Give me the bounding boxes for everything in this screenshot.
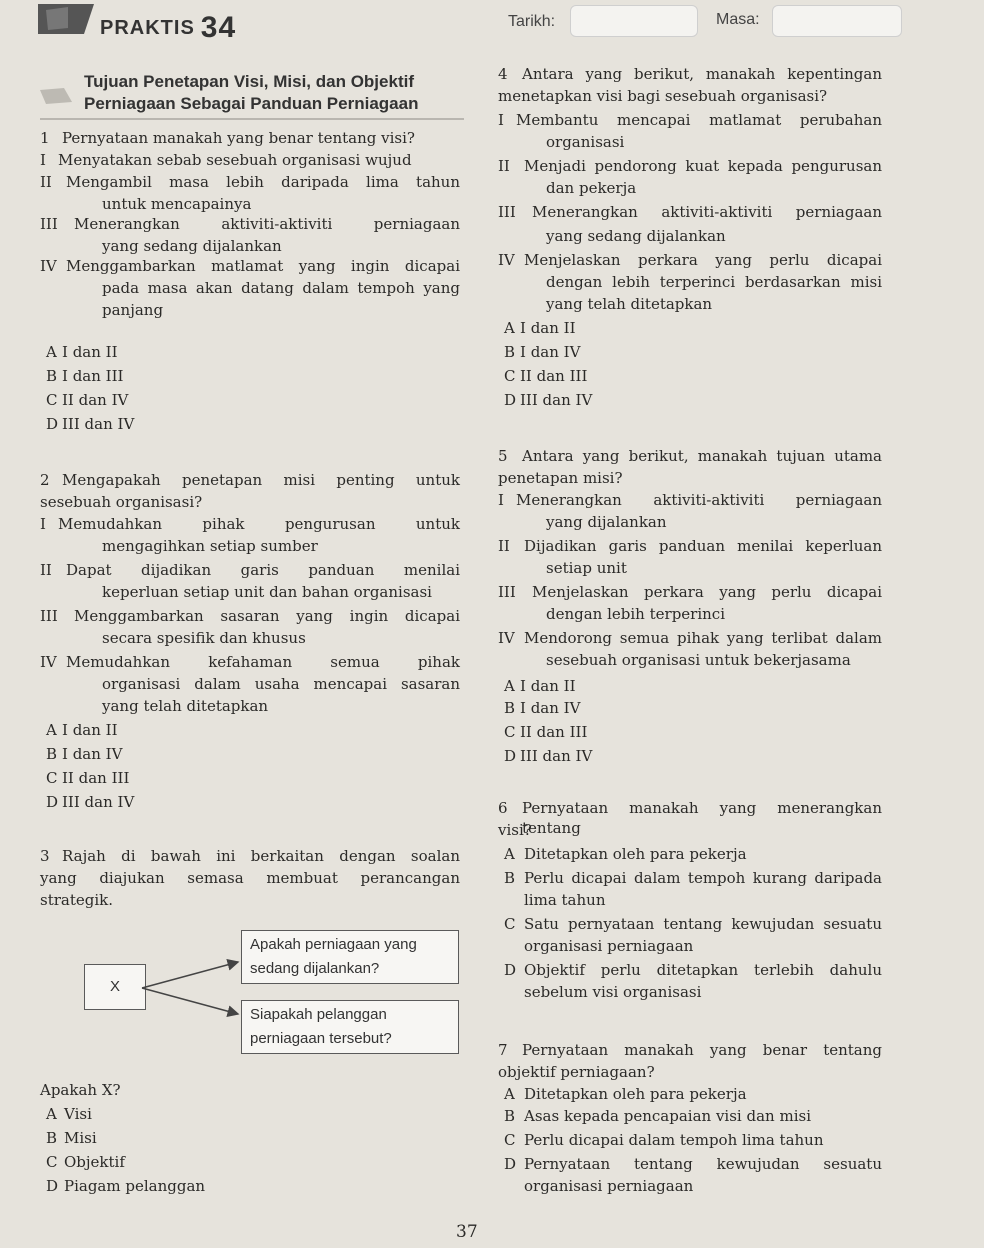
- q7-option-c-letter: C: [504, 1131, 516, 1149]
- q5-option-c-letter: C: [504, 723, 516, 741]
- q6-number: 6: [498, 799, 508, 817]
- q1-statement-iv-numeral: IV: [40, 257, 57, 275]
- q1-option-c-text: II dan IV: [62, 391, 129, 409]
- q5-option-d-text: III dan IV: [520, 747, 593, 765]
- diagram-box-customer: [241, 1000, 459, 1054]
- book-logo-icon: [38, 4, 94, 34]
- q4-statement-text: organisasi: [546, 133, 625, 151]
- q6-option-d-text: Objektif perlu ditetapkan terlebih dahulu: [524, 961, 882, 979]
- q3-stem-line: yang diajukan semasa membuat perancangan: [40, 869, 460, 887]
- q5-statement-text: dengan lebih terperinci: [546, 605, 725, 623]
- q1-option-a-text: I dan II: [62, 343, 118, 361]
- q6-option-c-letter: C: [504, 915, 516, 933]
- q5-number: 5: [498, 447, 508, 465]
- q2-stem-line: sesebuah organisasi?: [40, 493, 203, 511]
- q4-statement-text: Menerangkan aktiviti-aktiviti perniagaan: [532, 203, 882, 221]
- arrow-to-box1: [142, 962, 238, 988]
- q2-statement-text: mengagihkan setiap sumber: [102, 537, 318, 555]
- q6-option-a-letter: A: [504, 845, 515, 863]
- q1-stem-line: Pernyataan manakah yang benar tentang visi?: [62, 129, 415, 147]
- q3-option-b-text: Misi: [64, 1129, 97, 1147]
- q1-option-c-letter: C: [46, 391, 58, 409]
- q1-statement-text: panjang: [102, 301, 164, 319]
- date-label: Tarikh:: [508, 13, 556, 30]
- q2-stem-line: Mengapakah penetapan misi penting untuk: [62, 471, 460, 489]
- q2-statement-text: keperluan setiap unit dan bahan organisasi: [102, 583, 432, 601]
- q5-option-b-text: I dan IV: [520, 699, 581, 717]
- q1-statement-text: Mengambil masa lebih daripada lima tahun: [66, 173, 460, 191]
- q2-option-c-text: II dan III: [62, 769, 130, 787]
- q5-statement-ii-numeral: II: [498, 537, 510, 555]
- q1-number: 1: [40, 129, 50, 147]
- time-label: Masa:: [716, 11, 760, 28]
- q1-option-b-text: I dan III: [62, 367, 124, 385]
- q5-statement-text: Menerangkan aktiviti-aktiviti perniagaan: [516, 491, 882, 509]
- q4-option-a-text: I dan II: [520, 319, 576, 337]
- q1-statement-text: Menerangkan aktiviti-aktiviti perniagaan: [74, 215, 460, 233]
- page-header: [0, 0, 984, 44]
- q5-statement-text: sesebuah organisasi untuk bekerjasama: [546, 651, 851, 669]
- q2-option-d-letter: D: [46, 793, 59, 811]
- q2-option-a-letter: A: [46, 721, 57, 739]
- q5-statement-text: Dijadikan garis panduan menilai keperluan: [524, 537, 882, 555]
- q1-option-a-letter: A: [46, 343, 57, 361]
- arrow-to-box2: [142, 988, 238, 1014]
- q5-statement-text: Menjelaskan perkara yang perlu dicapai: [532, 583, 882, 601]
- q5-statement-iii-numeral: III: [498, 583, 516, 601]
- q5-statement-text: yang dijalankan: [546, 513, 667, 531]
- q3-stem-line: strategik.: [40, 891, 114, 909]
- q5-statement-text: Mendorong semua pihak yang terlibat dalam: [524, 629, 882, 647]
- q2-statement-text: organisasi dalam usaha mencapai sasaran: [102, 675, 460, 693]
- q3-option-a-text: Visi: [64, 1105, 92, 1123]
- q4-option-b-text: I dan IV: [520, 343, 581, 361]
- diagram-box1-line2: sedang dijalankan?: [250, 960, 380, 977]
- q7-stem-line: Pernyataan manakah yang benar tentang: [522, 1041, 882, 1059]
- q3-option-d-text: Piagam pelanggan: [64, 1177, 206, 1195]
- q2-statement-text: Memudahkan pihak pengurusan untuk: [58, 515, 460, 533]
- q6-stem-line: Pernyataan manakah yang menerangkan tentang: [522, 799, 882, 837]
- practice-label: PRAKTIS: [100, 17, 195, 39]
- q2-option-b-text: I dan IV: [62, 745, 123, 763]
- q6-option-c-text: Satu pernyataan tentang kewujudan sesuatu: [524, 915, 882, 933]
- q2-statement-iv-numeral: IV: [40, 653, 57, 671]
- q7-option-a-text: Ditetapkan oleh para pekerja: [524, 1085, 747, 1103]
- q5-stem-line: penetapan misi?: [498, 469, 623, 487]
- page-number: 37: [456, 1222, 478, 1242]
- q7-option-d-text: Pernyataan tentang kewujudan sesuatu: [524, 1155, 882, 1173]
- q1-statement-iii-numeral: III: [40, 215, 58, 233]
- q6-option-d-text: sebelum visi organisasi: [524, 983, 702, 1001]
- q4-option-b-letter: B: [504, 343, 516, 361]
- q2-option-c-letter: C: [46, 769, 58, 787]
- q1-option-d-letter: D: [46, 415, 59, 433]
- q4-statement-i-numeral: I: [498, 111, 504, 129]
- q6-option-d-letter: D: [504, 961, 517, 979]
- q2-statement-text: Menggambarkan sasaran yang ingin dicapai: [74, 607, 460, 625]
- q2-statement-text: Memudahkan kefahaman semua pihak: [66, 653, 460, 671]
- q4-statement-text: yang telah ditetapkan: [546, 295, 713, 313]
- q6-option-b-letter: B: [504, 869, 516, 887]
- q4-statement-text: dengan lebih terperinci berdasarkan misi: [546, 273, 882, 291]
- q2-statement-i-numeral: I: [40, 515, 46, 533]
- q3-option-c-text: Objektif: [64, 1153, 125, 1171]
- q2-option-d-text: III dan IV: [62, 793, 135, 811]
- q3-number: 3: [40, 847, 50, 865]
- q1-statement-text: yang sedang dijalankan: [102, 237, 282, 255]
- q1-option-d-text: III dan IV: [62, 415, 135, 433]
- q5-option-a-text: I dan II: [520, 677, 576, 695]
- q2-statement-iii-numeral: III: [40, 607, 58, 625]
- q4-statement-text: Menjelaskan perkara yang perlu dicapai: [524, 251, 882, 269]
- diagram-x-box: X: [84, 964, 146, 1010]
- q1-statement-text: Menyatakan sebab sesebuah organisasi wujud: [58, 151, 412, 169]
- q2-option-a-text: I dan II: [62, 721, 118, 739]
- q5-stem-line: Antara yang berikut, manakah tujuan utama: [522, 447, 882, 465]
- q3-question: Apakah X?: [40, 1081, 121, 1099]
- q2-statement-ii-numeral: II: [40, 561, 52, 579]
- title-divider: [40, 118, 464, 120]
- q4-option-c-text: II dan III: [520, 367, 588, 385]
- q5-statement-i-numeral: I: [498, 491, 504, 509]
- q4-option-a-letter: A: [504, 319, 515, 337]
- q5-option-c-text: II dan III: [520, 723, 588, 741]
- q4-statement-iii-numeral: III: [498, 203, 516, 221]
- q7-option-b-text: Asas kepada pencapaian visi dan misi: [524, 1107, 811, 1125]
- q3-option-c-letter: C: [46, 1153, 58, 1171]
- q4-stem-line: menetapkan visi bagi sesebuah organisasi?: [498, 87, 828, 105]
- q7-number: 7: [498, 1041, 508, 1059]
- q2-statement-text: secara spesifik dan khusus: [102, 629, 306, 647]
- q7-option-c-text: Perlu dicapai dalam tempoh lima tahun: [524, 1131, 824, 1149]
- q4-statement-iv-numeral: IV: [498, 251, 515, 269]
- q5-option-d-letter: D: [504, 747, 517, 765]
- q1-option-b-letter: B: [46, 367, 58, 385]
- q4-number: 4: [498, 65, 508, 83]
- q6-option-c-text: organisasi perniagaan: [524, 937, 694, 955]
- q1-statement-ii-numeral: II: [40, 173, 52, 191]
- diagram-arrows: [140, 950, 244, 1030]
- q4-stem-line: Antara yang berikut, manakah kepentingan: [522, 65, 882, 83]
- q5-option-b-letter: B: [504, 699, 516, 717]
- q5-statement-text: setiap unit: [546, 559, 627, 577]
- practice-number: 34: [200, 11, 237, 44]
- time-field[interactable]: [772, 5, 902, 37]
- q4-statement-text: yang sedang dijalankan: [546, 227, 726, 245]
- q2-number: 2: [40, 471, 50, 489]
- q4-option-d-letter: D: [504, 391, 517, 409]
- q4-option-c-letter: C: [504, 367, 516, 385]
- q4-statement-text: Menjadi pendorong kuat kepada pengurusan: [524, 157, 882, 175]
- section-title-line2: Perniagaan Sebagai Panduan Perniagaan: [84, 94, 419, 113]
- q6-option-a-text: Ditetapkan oleh para pekerja: [524, 845, 747, 863]
- q2-statement-text: yang telah ditetapkan: [102, 697, 269, 715]
- q3-option-b-letter: B: [46, 1129, 58, 1147]
- q5-statement-iv-numeral: IV: [498, 629, 515, 647]
- q3-option-a-letter: A: [46, 1105, 57, 1123]
- q3-stem-line: Rajah di bawah ini berkaitan dengan soalan: [62, 847, 460, 865]
- leaf-bullet-icon: [36, 86, 76, 106]
- q6-option-b-text: Perlu dicapai dalam tempoh kurang daripada: [524, 869, 882, 887]
- section-title-line1: Tujuan Penetapan Visi, Misi, dan Objektif: [84, 72, 414, 91]
- practice-title: [100, 8, 236, 42]
- diagram-box-business: [241, 930, 459, 984]
- q5-option-a-letter: A: [504, 677, 515, 695]
- q1-statement-text: Menggambarkan matlamat yang ingin dicapai: [66, 257, 460, 275]
- q4-statement-text: Membantu mencapai matlamat perubahan: [516, 111, 882, 129]
- q1-statement-text: pada masa akan datang dalam tempoh yang: [102, 279, 460, 297]
- date-field[interactable]: [570, 5, 698, 37]
- q1-statement-i-numeral: I: [40, 151, 46, 169]
- q4-statement-ii-numeral: II: [498, 157, 510, 175]
- q7-option-a-letter: A: [504, 1085, 515, 1103]
- q7-stem-line: objektif perniagaan?: [498, 1063, 655, 1081]
- q7-option-b-letter: B: [504, 1107, 516, 1125]
- diagram-box1-line1: Apakah perniagaan yang: [250, 936, 417, 953]
- q6-option-b-text: lima tahun: [524, 891, 606, 909]
- q4-option-d-text: III dan IV: [520, 391, 593, 409]
- q2-statement-text: Dapat dijadikan garis panduan menilai: [66, 561, 460, 579]
- q7-option-d-text: organisasi perniagaan: [524, 1177, 694, 1195]
- q7-option-d-letter: D: [504, 1155, 517, 1173]
- diagram-box2-line2: perniagaan tersebut?: [250, 1030, 392, 1047]
- q4-statement-text: dan pekerja: [546, 179, 637, 197]
- q3-option-d-letter: D: [46, 1177, 59, 1195]
- q2-option-b-letter: B: [46, 745, 58, 763]
- diagram-box2-line1: Siapakah pelanggan: [250, 1006, 387, 1023]
- q6-stem-line: visi?: [498, 821, 532, 839]
- q1-statement-text: untuk mencapainya: [102, 195, 252, 213]
